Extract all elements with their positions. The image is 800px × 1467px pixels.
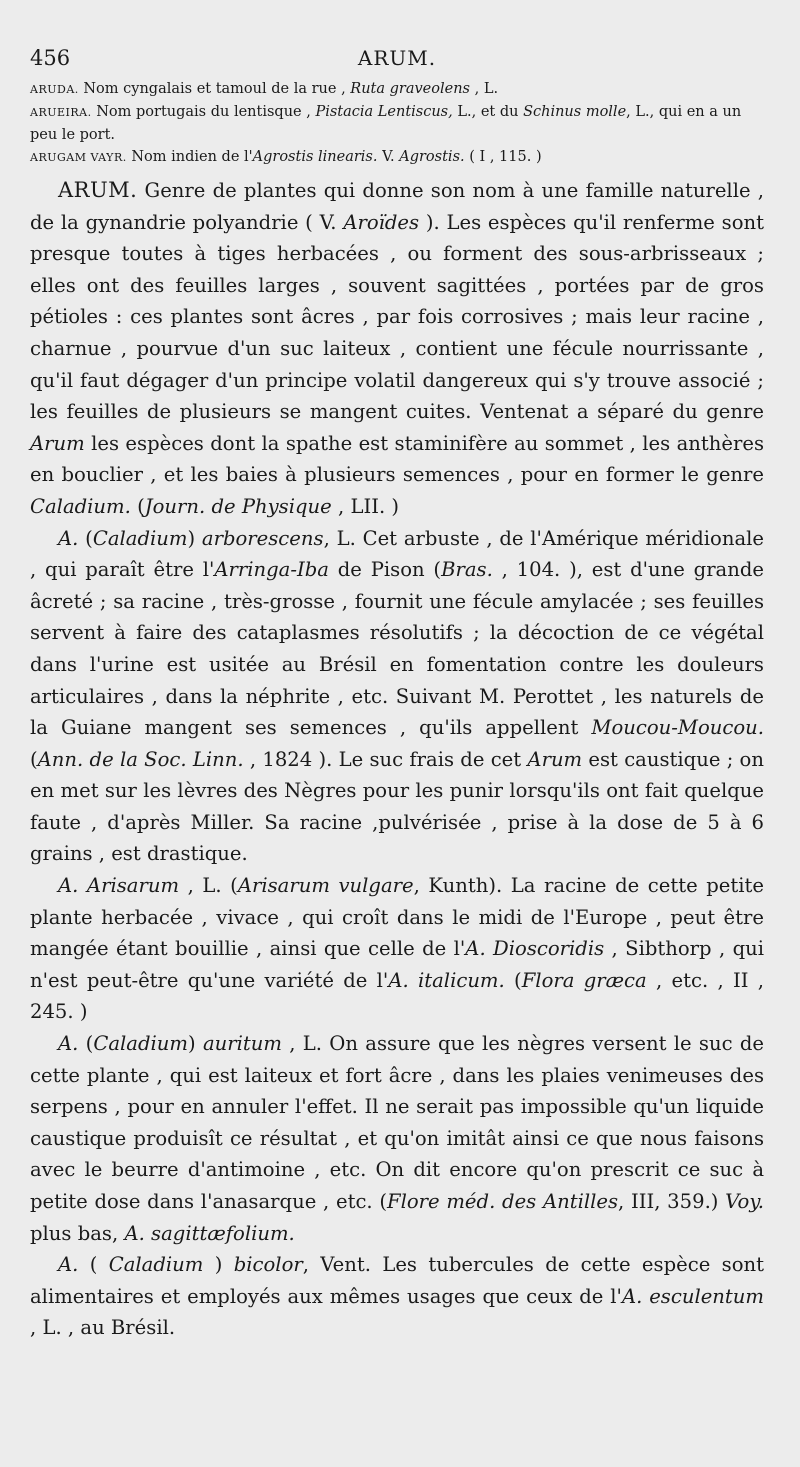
text-run: , 1824 ). Le suc frais de cet bbox=[243, 747, 528, 771]
text-run: ( bbox=[130, 494, 145, 518]
italic-text: arborescens bbox=[201, 526, 324, 550]
text-paragraph bbox=[30, 523, 764, 871]
italic-text: A. sagittæfolium. bbox=[124, 1221, 295, 1245]
italic-text: Caladium. bbox=[30, 494, 131, 518]
italic-text: Voy. bbox=[725, 1190, 765, 1213]
text-run: , III, 359.) bbox=[618, 1190, 726, 1213]
text-run: ( bbox=[78, 526, 93, 550]
text-run: Nom portugais du lentisque , bbox=[91, 104, 316, 120]
small-entry bbox=[30, 78, 764, 101]
italic-text: Arisarum vulgare bbox=[237, 874, 414, 898]
text-run: ( bbox=[504, 968, 522, 992]
italic-text: Aroïdes bbox=[343, 210, 420, 234]
text-run: , L. bbox=[470, 81, 499, 97]
text-run: ) bbox=[187, 1032, 203, 1056]
text-run: Nom indien de l' bbox=[126, 149, 253, 165]
italic-text: Arum bbox=[30, 431, 85, 455]
italic-text: Agrostis. bbox=[399, 149, 465, 165]
entry-term: ARUDA. bbox=[30, 83, 79, 96]
italic-text: Pistacia Lentiscus, bbox=[315, 104, 453, 120]
italic-text: auritum bbox=[202, 1032, 282, 1056]
italic-text: Bras. bbox=[441, 558, 493, 582]
italic-text: Journ. de Physique bbox=[144, 494, 332, 518]
text-paragraph bbox=[30, 175, 764, 523]
page-number: 456 bbox=[30, 46, 71, 70]
text-run: Nom cyngalais et tamoul de la rue , bbox=[78, 81, 351, 97]
text-run: V. bbox=[377, 149, 400, 165]
text-run: , Kunth). La racine de cette petite plante herbacée , vivace , qui croît dans le midi de l'Europe , peut être mangée étant bouillie , ainsi que celle de l' bbox=[30, 874, 764, 961]
text-run: Genre de plantes qui donne son nom à une famille naturelle , de la gynandrie polyandrie ( V. bbox=[30, 179, 764, 234]
italic-text: Caladium bbox=[92, 526, 188, 550]
text-run: ( bbox=[30, 747, 38, 771]
text-run: , etc. , II , 245. ) bbox=[30, 968, 764, 1024]
italic-text: A. bbox=[58, 526, 79, 550]
entry-term: ARUEIRA. bbox=[30, 106, 92, 119]
italic-text: Arringa-Iba bbox=[214, 558, 329, 582]
text-run: ). Les espèces qu'il renferme sont presque toutes à tiges herbacées , ou forment des sous-arbrisseaux ; elles ont des feuilles larges , souvent sagittées , portées par de gros pétioles : ces plantes sont âcres , par fois corrosives ; mais leur racine , charnue , pourvue d'un suc laiteux , contient une fécule nourrissante , qu'il faut dégager d'un principe volatil dangereux qui s'y trouve associé ; les feuilles de plusieurs se mangent cuites. Ventenat a séparé du genre bbox=[30, 210, 765, 424]
small-entry bbox=[30, 146, 764, 169]
text-run: ( I , 115. ) bbox=[464, 149, 542, 165]
page-header bbox=[30, 42, 764, 72]
text-run: , Sibthorp , qui n'est peut-être qu'une variété de l' bbox=[30, 937, 764, 992]
text-paragraph bbox=[30, 1028, 764, 1249]
text-paragraph bbox=[30, 1249, 764, 1344]
text-run: , L. ( bbox=[179, 874, 238, 898]
text-run: , Vent. Les tubercules de cette espèce sont alimentaires et employés aux mêmes usages que ceux de l' bbox=[30, 1253, 764, 1308]
main-entry-body bbox=[30, 175, 764, 1344]
text-paragraph bbox=[30, 870, 764, 1028]
italic-text: Caladium bbox=[93, 1032, 188, 1056]
italic-text: Caladium bbox=[108, 1253, 204, 1277]
italic-text: Agrostis linearis. bbox=[252, 149, 378, 165]
text-run: plus bas, bbox=[30, 1221, 125, 1245]
small-entries-list bbox=[30, 78, 764, 169]
italic-text: A. bbox=[58, 1032, 79, 1056]
text-run: , 104. ), est d'une grande âcreté ; sa racine , très-grosse , fournit une fécule amylacée ; ses feuilles servent à faire des cataplasmes résolutifs ; la décoction de ce végétal dans l'urine est usitée au Brésil en fomentation contre les douleurs articulaires , dans la néphrite , etc. Suivant M. Perottet , les naturels de la Guiane mangent ses semences , qu'ils appellent bbox=[30, 558, 764, 740]
text-run: est caustique ; on en met sur les lèvres des Nègres pour les punir lorsqu'ils ont fait quelque faute , d'après Miller. Sa racine ,pulvérisée , prise à la dose de 5 à 6 grains , est drastique. bbox=[30, 747, 764, 866]
italic-text: Arum bbox=[527, 747, 583, 771]
text-run: , L., qui en a un peu le port. bbox=[30, 104, 742, 143]
italic-text: Moucou-Moucou. bbox=[591, 716, 764, 740]
text-run: , L. Cet arbuste , de l'Amérique méridionale , qui paraît être l' bbox=[30, 526, 765, 582]
italic-text: Flora græca bbox=[521, 968, 647, 992]
italic-text: A. esculentum bbox=[621, 1284, 765, 1308]
italic-text: Ruta graveolens bbox=[350, 81, 470, 97]
headword: ARUM. bbox=[58, 178, 138, 202]
italic-text: A. italicum. bbox=[388, 968, 505, 992]
italic-text: A. bbox=[58, 1253, 79, 1277]
italic-text: Ann. de la Soc. Linn. bbox=[37, 747, 244, 771]
text-run: ( bbox=[78, 1253, 109, 1277]
text-run: L., et du bbox=[452, 104, 524, 120]
text-run: ) bbox=[203, 1253, 234, 1277]
small-entry bbox=[30, 101, 764, 146]
text-run: de Pison ( bbox=[328, 558, 442, 582]
text-run: ) bbox=[187, 526, 202, 550]
entry-term: ARUGAM VAYR. bbox=[30, 151, 127, 164]
text-run: , LII. ) bbox=[331, 494, 400, 518]
italic-text: bicolor bbox=[233, 1253, 303, 1277]
italic-text: Flore méd. des Antilles bbox=[387, 1190, 619, 1213]
text-run: , L. , au Brésil. bbox=[30, 1316, 176, 1340]
running-title: ARUM. bbox=[357, 46, 437, 70]
italic-text: Schinus molle bbox=[523, 104, 627, 120]
text-run: les espèces dont la spathe est staminifère au sommet , les anthères en bouclier , et les baies à plusieurs semences , pour en former le genre bbox=[30, 431, 764, 487]
italic-text: A. Dioscoridis bbox=[465, 937, 605, 961]
text-run: ( bbox=[78, 1032, 94, 1056]
text-run: , L. On assure que les nègres versent le suc de cette plante , qui est laiteux et fort âcre , dans les plaies venimeuses des serpens , pour en annuler l'effet. Il ne serait pas impossible qu'un liquide caustique produisît ce résultat , et qu'on imitât ainsi ce que nous faisons avec le beurre d'antimoine , etc. On dit encore qu'on prescrit ce suc à petite dose dans l'anasarque , etc. ( bbox=[30, 1032, 765, 1213]
italic-text: A. Arisarum bbox=[58, 874, 180, 898]
